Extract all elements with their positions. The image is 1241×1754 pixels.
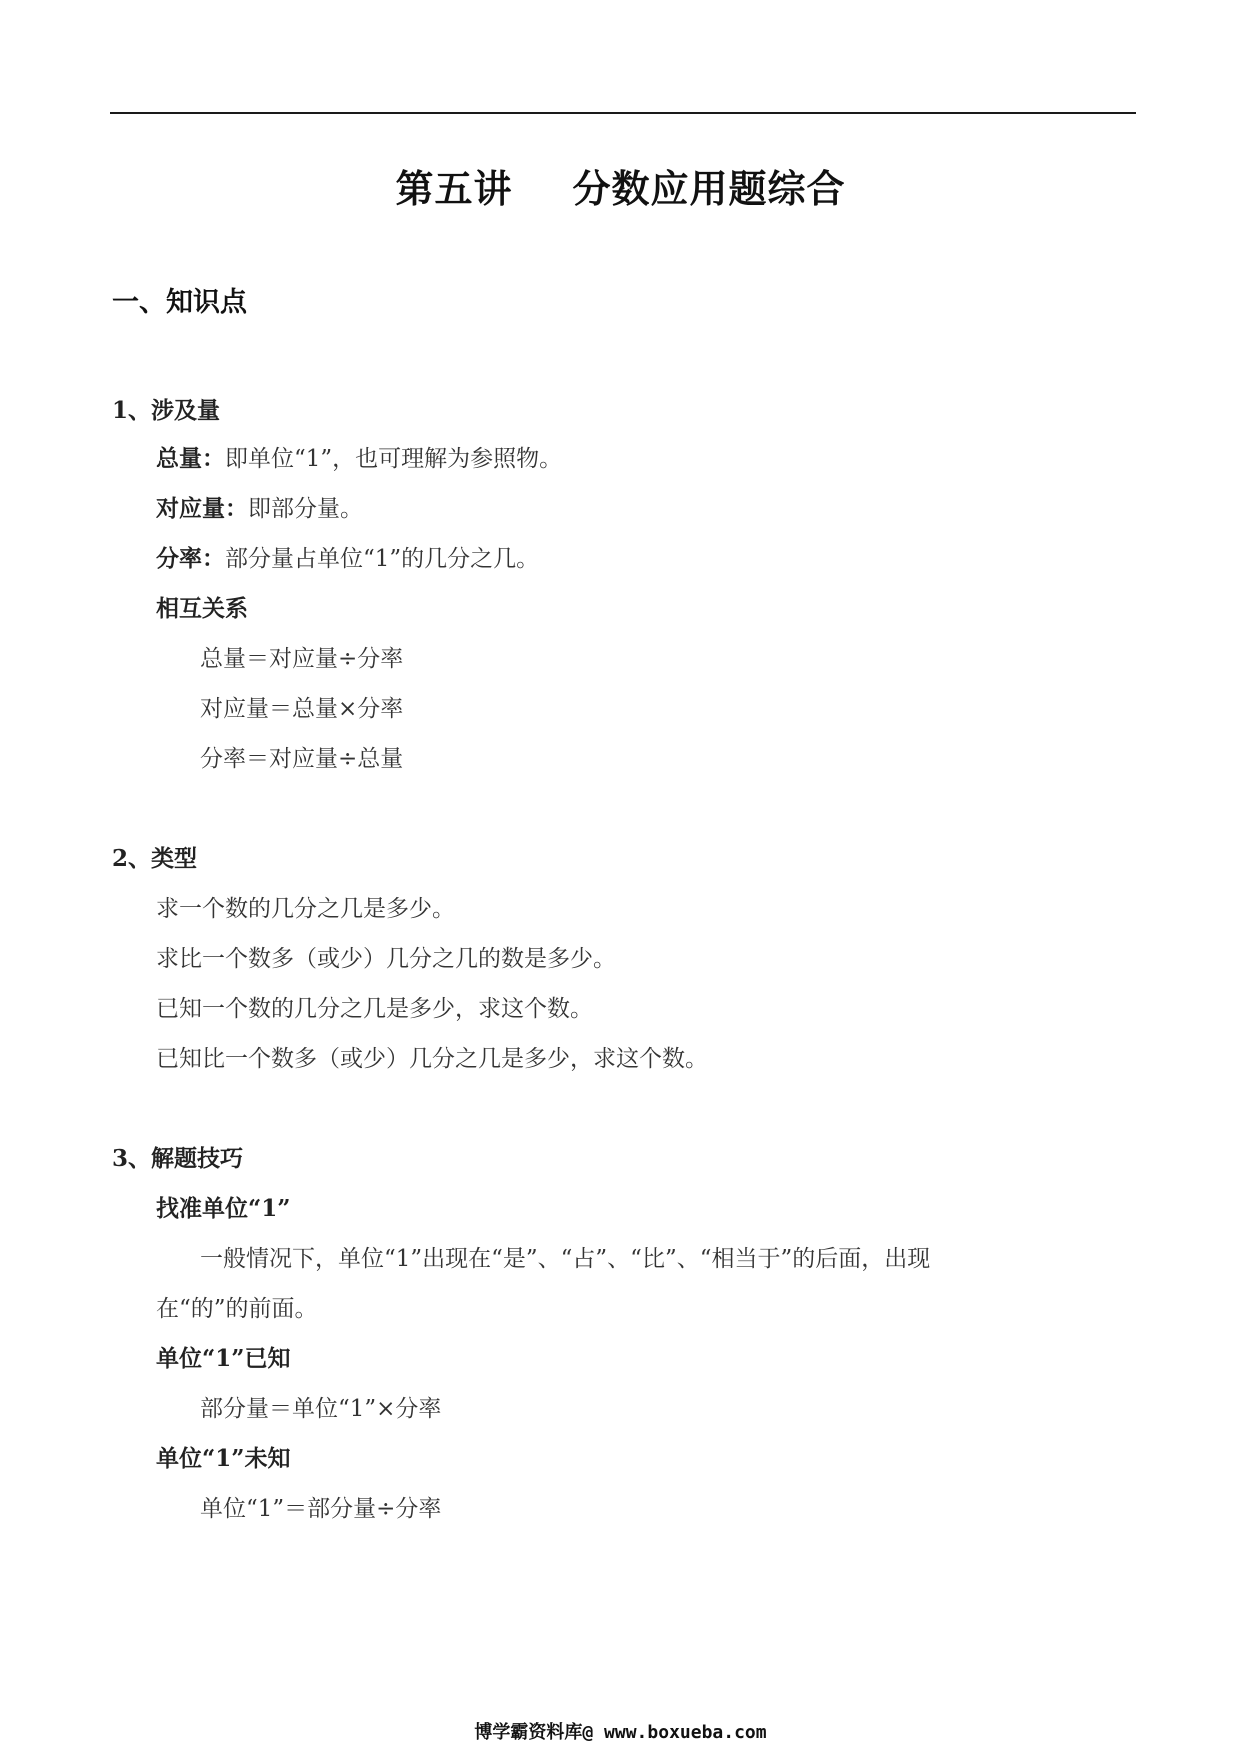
term-fraction-rate: 分率：: [156, 545, 225, 572]
definition-fraction-rate: [156, 540, 539, 573]
title-lecture: 第五讲: [395, 166, 513, 211]
relation-formula-3: 分率＝对应量÷总量: [200, 746, 404, 772]
text-corresponding: 即部分量。: [248, 496, 363, 522]
type-item-2: 求比一个数多（或少）几分之几的数是多少。: [156, 946, 616, 972]
subsection-heading-techniques: 3、解题技巧: [112, 1145, 244, 1172]
tip-text-line-2: 在“的”的前面。: [156, 1296, 318, 1322]
section-heading-knowledge: 一、知识点: [112, 287, 247, 318]
title-topic: 分数应用题综合: [572, 166, 846, 211]
tip-formula-unit-known: 部分量＝单位“1”×分率: [200, 1396, 442, 1422]
page-title: [0, 158, 1241, 213]
tip-heading-unit-unknown: 单位“1”未知: [156, 1445, 291, 1472]
tip-text-line-1: 一般情况下，单位“1”出现在“是”、“占”、“比”、“相当于”的后面，出现: [200, 1246, 931, 1272]
subsection-heading-quantities: 1、涉及量: [112, 397, 221, 424]
text-fraction-rate: 部分量占单位“1”的几分之几。: [225, 546, 540, 572]
subsection-heading-types: 2、类型: [112, 845, 198, 872]
type-item-1: 求一个数的几分之几是多少。: [156, 896, 455, 922]
tip-heading-unit-known: 单位“1”已知: [156, 1345, 291, 1372]
relation-formula-2: 对应量＝总量×分率: [200, 696, 404, 722]
term-corresponding: 对应量：: [156, 495, 248, 522]
header-rule: [110, 112, 1136, 114]
term-total: 总量：: [156, 445, 225, 472]
relation-formula-1: 总量＝对应量÷分率: [200, 646, 404, 672]
type-item-4: 已知比一个数多（或少）几分之几是多少，求这个数。: [156, 1046, 708, 1072]
footer-watermark: 博学霸资料库@ www.boxueba.com: [474, 1722, 767, 1743]
tip-formula-unit-unknown: 单位“1”＝部分量÷分率: [200, 1496, 442, 1522]
text-total: 即单位“1”，也可理解为参照物。: [225, 446, 563, 472]
relation-heading: 相互关系: [156, 595, 248, 622]
definition-corresponding: [156, 490, 363, 523]
type-item-3: 已知一个数的几分之几是多少，求这个数。: [156, 996, 593, 1022]
tip-heading-find-unit: 找准单位“1”: [156, 1195, 291, 1222]
definition-total: [156, 440, 562, 473]
